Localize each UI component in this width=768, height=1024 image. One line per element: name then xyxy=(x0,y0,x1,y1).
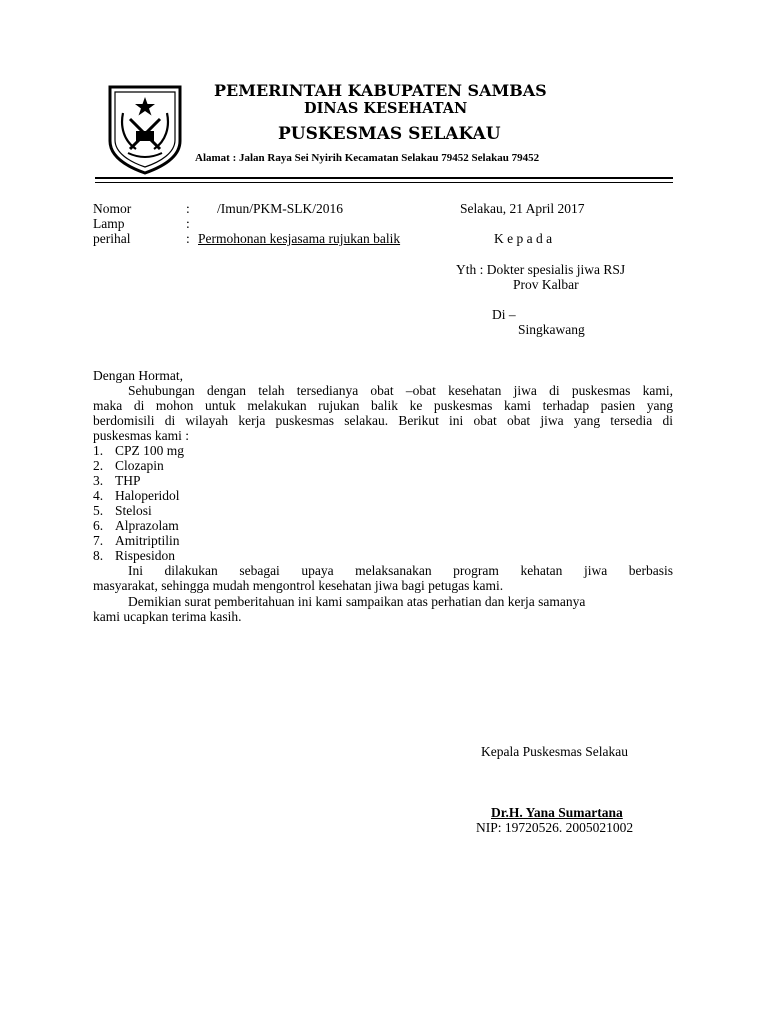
list-item: 6. Alprazolam xyxy=(93,518,179,533)
paragraph-1-line: puskesmas kami : xyxy=(93,428,189,443)
kabupaten-sambas-emblem-icon xyxy=(106,83,184,175)
paragraph-1-line: Sehubungan dengan telah tersedianya obat –obat kesehatan jiwa di puskesmas kami, xyxy=(128,383,673,398)
signatory-name: Dr.H. Yana Sumartana xyxy=(491,805,623,820)
signature-title: Kepala Puskesmas Selakau xyxy=(481,744,628,759)
header-divider-thin xyxy=(95,182,673,183)
nomor-colon: : xyxy=(186,201,190,216)
recipient-di: Di – xyxy=(492,307,516,322)
paragraph-1 xyxy=(93,383,673,443)
nomor-label: Nomor xyxy=(93,201,132,216)
perihal-colon: : xyxy=(186,231,190,246)
letterhead-puskesmas: PUSKESMAS SELAKAU xyxy=(278,124,501,144)
paragraph-2 xyxy=(93,563,673,593)
perihal-label: perihal xyxy=(93,231,131,246)
recipient-city: Singkawang xyxy=(518,322,585,337)
recipient-yth: Yth : Dokter spesialis jiwa RSJ xyxy=(456,262,626,277)
paragraph-3-line: Demikian surat pemberitahuan ini kami sampaikan atas perhatian dan kerja samanya xyxy=(128,594,586,609)
list-item: 5. Stelosi xyxy=(93,503,152,518)
paragraph-1-line: maka di mohon untuk melakukan rujukan balik ke puskesmas kami terhadap pasien yang xyxy=(93,398,673,413)
lamp-colon: : xyxy=(186,216,190,231)
list-item: 1. CPZ 100 mg xyxy=(93,443,185,458)
medicine-name: THP xyxy=(115,473,141,488)
signatory-nip: NIP: 19720526. 2005021002 xyxy=(476,820,634,835)
perihal-value: Permohonan kesjasama rujukan balik xyxy=(198,231,401,246)
paragraph-3-line: kami ucapkan terima kasih. xyxy=(93,609,242,624)
list-item: 8. Rispesidon xyxy=(93,548,176,563)
header-divider-thick xyxy=(95,177,673,179)
letterhead-address: Alamat : Jalan Raya Sei Nyirih Kecamatan Selakau 79452 Selakau 79452 xyxy=(195,152,540,164)
letterhead-department: DINAS KESEHATAN xyxy=(304,100,468,117)
medicine-name: Stelosi xyxy=(115,503,152,518)
paragraph-1-line: berdomisili di wilayah kerja puskesmas selakau. Berikut ini obat obat jiwa yang tersedia di xyxy=(93,413,673,428)
medicine-name: Haloperidol xyxy=(115,488,180,503)
letterhead-government: PEMERINTAH KABUPATEN SAMBAS xyxy=(214,81,547,100)
lamp-label: Lamp xyxy=(93,216,125,231)
paragraph-2-line: Ini dilakukan sebagai upaya melaksanakan program kehatan jiwa berbasis xyxy=(128,563,673,578)
medicine-list xyxy=(93,443,673,563)
kepada-label: K e p a d a xyxy=(494,231,553,246)
list-item: 7. Amitriptilin xyxy=(93,533,180,548)
paragraph-3 xyxy=(93,594,673,624)
letter-date: Selakau, 21 April 2017 xyxy=(460,201,585,216)
list-item: 3. THP xyxy=(93,473,141,488)
medicine-name: Rispesidon xyxy=(115,548,176,563)
medicine-name: Alprazolam xyxy=(115,518,179,533)
list-item: 4. Haloperidol xyxy=(93,488,180,503)
recipient-province: Prov Kalbar xyxy=(513,277,579,292)
medicine-name: Amitriptilin xyxy=(115,533,180,548)
medicine-name: CPZ 100 mg xyxy=(115,443,185,458)
paragraph-2-line: masyarakat, sehingga mudah mengontrol kesehatan jiwa bagi petugas kami. xyxy=(93,578,504,593)
greeting: Dengan Hormat, xyxy=(93,368,183,383)
nomor-value: /Imun/PKM-SLK/2016 xyxy=(217,201,344,216)
list-item: 2. Clozapin xyxy=(93,458,164,473)
medicine-name: Clozapin xyxy=(115,458,164,473)
